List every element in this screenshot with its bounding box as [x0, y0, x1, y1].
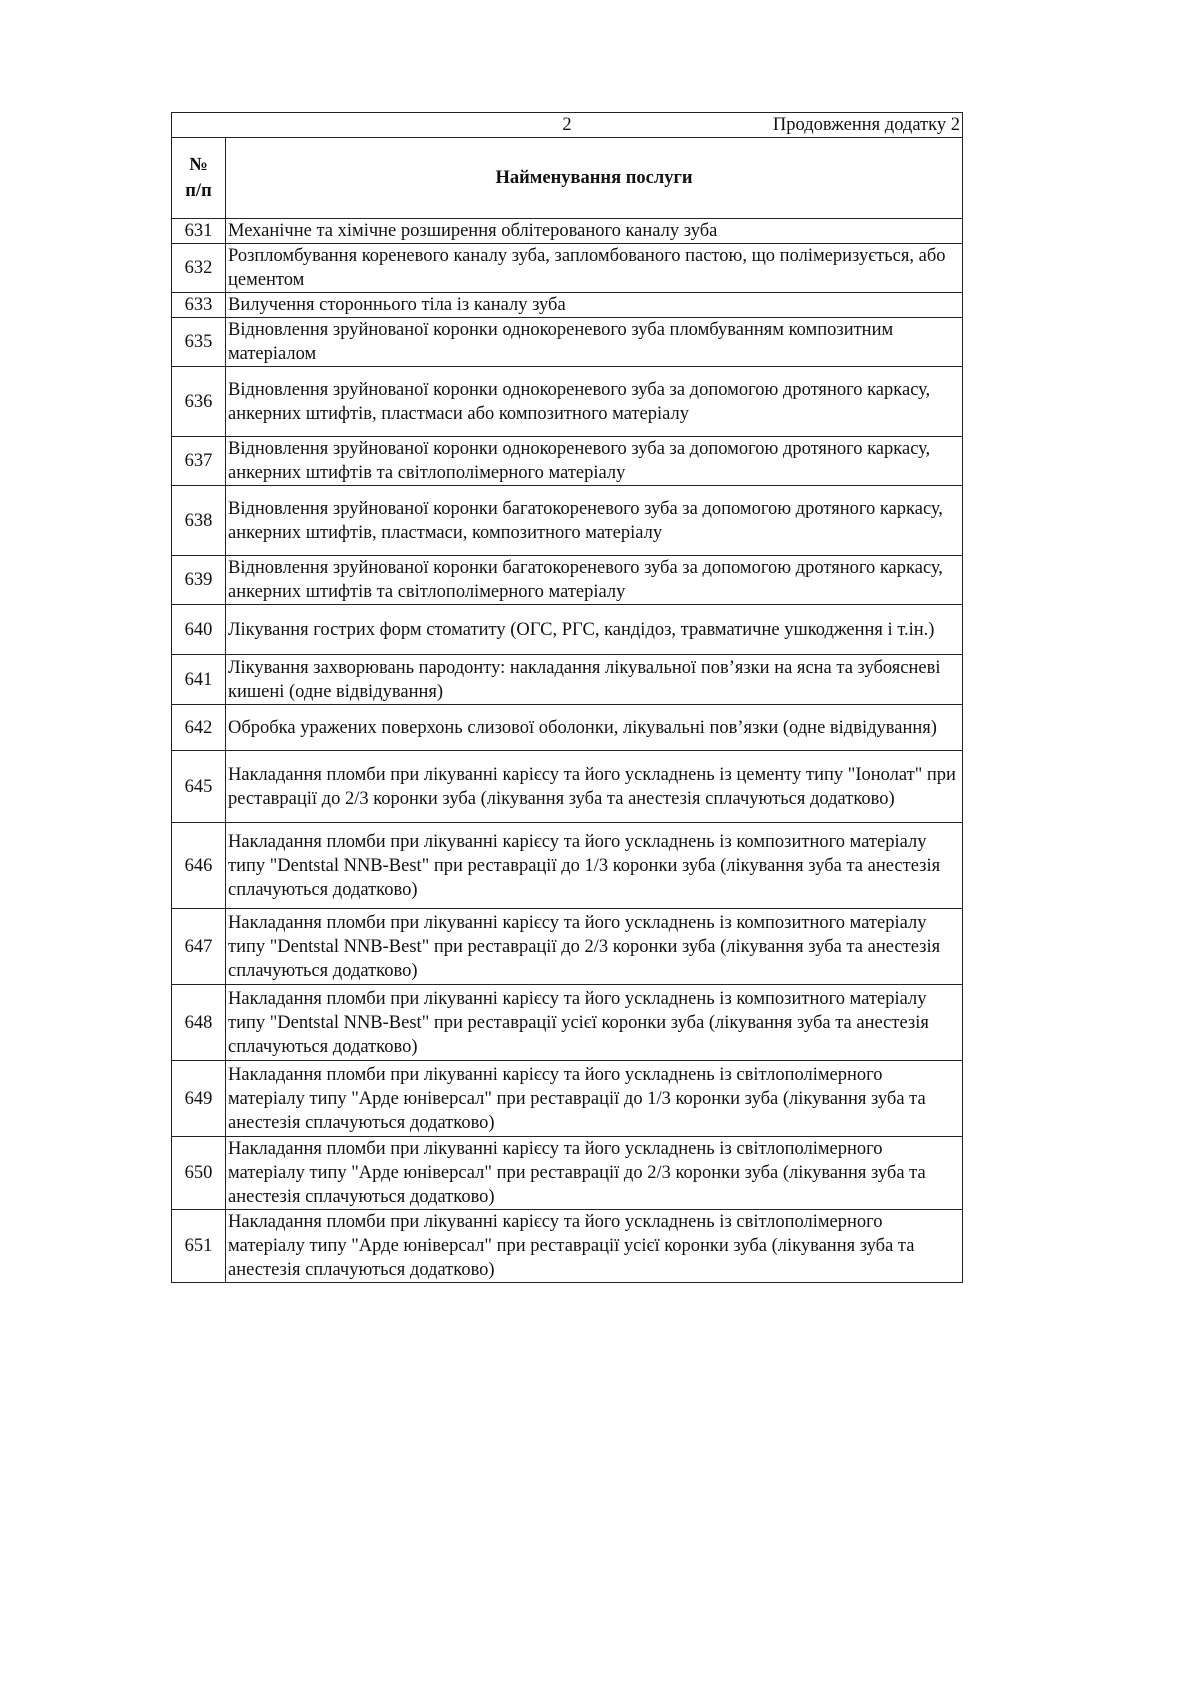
- service-name: Накладання пломби при лікуванні карієсу та його ускладнень із композитного матеріалу типу "Dentstal NNB-Best" при реставрації усієї коронки зуба (лікування зуба та анестезія сплачуються додатково): [226, 985, 963, 1061]
- table-body: [172, 219, 963, 1283]
- table-row: [172, 318, 963, 367]
- page-number: 2: [562, 115, 572, 135]
- service-name: Обробка уражених поверхонь слизової оболонки, лікувальні пов’язки (одне відвідування): [226, 705, 963, 751]
- table-row: [172, 909, 963, 985]
- table-row: [172, 655, 963, 705]
- column-header-number: [172, 138, 226, 219]
- service-name: Накладання пломби при лікуванні карієсу та його ускладнень із композитного матеріалу типу "Dentstal NNB-Best" при реставрації до 2/3 коронки зуба (лікування зуба та анестезія сплачуються додатково): [226, 909, 963, 985]
- table-row: [172, 605, 963, 655]
- service-name: Накладання пломби при лікуванні карієсу та його ускладнень із композитного матеріалу типу "Dentstal NNB-Best" при реставрації до 1/3 коронки зуба (лікування зуба та анестезія сплачуються додатково): [226, 823, 963, 909]
- row-number: 638: [172, 486, 226, 556]
- row-number: 649: [172, 1061, 226, 1137]
- page-header-cell: [172, 113, 963, 138]
- table-row: [172, 1137, 963, 1210]
- table-row: [172, 437, 963, 486]
- row-number: 637: [172, 437, 226, 486]
- row-number: 647: [172, 909, 226, 985]
- row-number: 631: [172, 219, 226, 244]
- row-number: 640: [172, 605, 226, 655]
- table-row: [172, 705, 963, 751]
- table-row: [172, 367, 963, 437]
- page-header-row: [172, 113, 963, 138]
- row-number: 632: [172, 244, 226, 293]
- service-name: Лікування гострих форм стоматиту (ОГС, РГС, кандідоз, травматичне ушкодження і т.ін.): [226, 605, 963, 655]
- table-row: [172, 486, 963, 556]
- table-row: [172, 751, 963, 823]
- column-header-number-line1: №: [189, 155, 208, 175]
- row-number: 636: [172, 367, 226, 437]
- service-name: Розпломбування кореневого каналу зуба, запломбованого пастою, що полімеризується, або цементом: [226, 244, 963, 293]
- table-row: [172, 985, 963, 1061]
- table-row: [172, 244, 963, 293]
- service-name: Відновлення зруйнованої коронки багатокореневого зуба за допомогою дротяного каркасу, анкерних штифтів та світлополімерного матеріалу: [226, 556, 963, 605]
- row-number: 651: [172, 1210, 226, 1283]
- table-row: [172, 219, 963, 244]
- table-row: [172, 556, 963, 605]
- row-number: 633: [172, 293, 226, 318]
- service-name: Накладання пломби при лікуванні карієсу та його ускладнень із світлополімерного матеріалу типу "Арде юніверсал" при реставрації до 2/3 коронки зуба (лікування зуба та анестезія сплачуються додатково): [226, 1137, 963, 1210]
- row-number: 639: [172, 556, 226, 605]
- services-table: [171, 112, 963, 1283]
- service-name: Лікування захворювань пародонту: накладання лікувальної пов’язки на ясна та зубоясневі кишені (одне відвідування): [226, 655, 963, 705]
- service-name: Відновлення зруйнованої коронки багатокореневого зуба за допомогою дротяного каркасу, анкерних штифтів, пластмаси, композитного матеріалу: [226, 486, 963, 556]
- service-name: Відновлення зруйнованої коронки однокореневого зуба за допомогою дротяного каркасу, анкерних штифтів, пластмаси або композитного матеріалу: [226, 367, 963, 437]
- continuation-note: Продовження додатку 2: [772, 115, 960, 135]
- service-name: Механічне та хімічне розширення облітерованого каналу зуба: [226, 219, 963, 244]
- column-header-number-line2: п/п: [185, 181, 212, 201]
- service-name: Вилучення стороннього тіла із каналу зуба: [226, 293, 963, 318]
- row-number: 641: [172, 655, 226, 705]
- service-name: Накладання пломби при лікуванні карієсу та його ускладнень із світлополімерного матеріалу типу "Арде юніверсал" при реставрації усієї коронки зуба (лікування зуба та анестезія сплачуються додатково): [226, 1210, 963, 1283]
- row-number: 645: [172, 751, 226, 823]
- row-number: 648: [172, 985, 226, 1061]
- column-header-name: Найменування послуги: [226, 138, 963, 219]
- table-row: [172, 823, 963, 909]
- table-row: [172, 1061, 963, 1137]
- service-name: Накладання пломби при лікуванні карієсу та його ускладнень із цементу типу "Іонолат" при реставрації до 2/3 коронки зуба (лікування зуба та анестезія сплачуються додатково): [226, 751, 963, 823]
- table-row: [172, 293, 963, 318]
- row-number: 642: [172, 705, 226, 751]
- column-header-row: [172, 138, 963, 219]
- service-name: Накладання пломби при лікуванні карієсу та його ускладнень із світлополімерного матеріалу типу "Арде юніверсал" при реставрації до 1/3 коронки зуба (лікування зуба та анестезія сплачуються додатково): [226, 1061, 963, 1137]
- row-number: 650: [172, 1137, 226, 1210]
- service-name: Відновлення зруйнованої коронки однокореневого зуба пломбуванням композитним матеріалом: [226, 318, 963, 367]
- row-number: 646: [172, 823, 226, 909]
- service-name: Відновлення зруйнованої коронки однокореневого зуба за допомогою дротяного каркасу, анкерних штифтів та світлополімерного матеріалу: [226, 437, 963, 486]
- table-row: [172, 1210, 963, 1283]
- row-number: 635: [172, 318, 226, 367]
